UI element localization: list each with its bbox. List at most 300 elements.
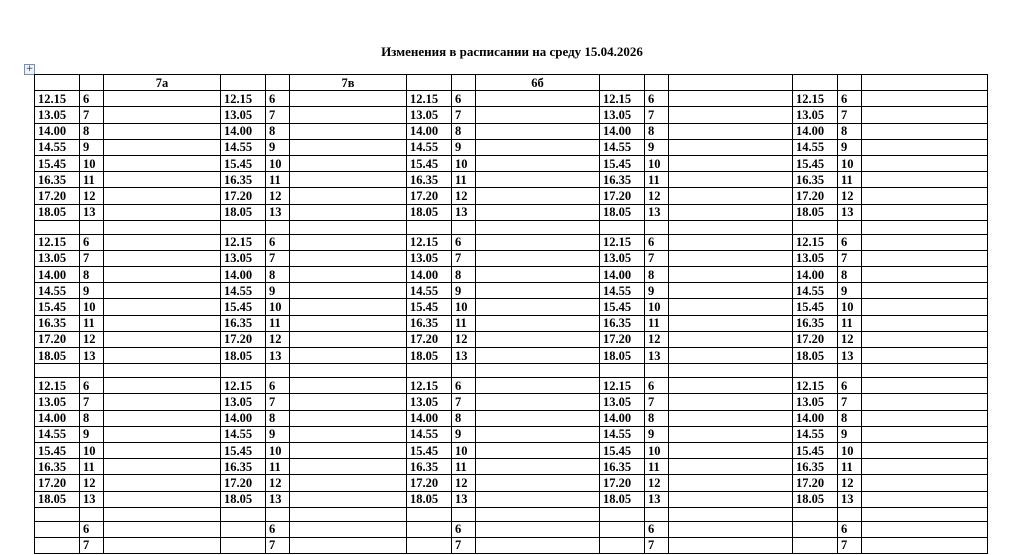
lesson-number-cell[interactable]: 8 <box>80 267 104 283</box>
lesson-number-cell[interactable]: 10 <box>838 442 862 458</box>
subject-cell[interactable] <box>476 521 600 537</box>
subject-cell[interactable] <box>669 91 793 107</box>
lesson-number-cell[interactable]: 8 <box>80 123 104 139</box>
lesson-number-cell[interactable]: 10 <box>452 442 476 458</box>
empty-cell[interactable] <box>862 364 988 378</box>
subject-cell[interactable] <box>862 410 988 426</box>
empty-cell[interactable] <box>645 220 669 234</box>
time-cell[interactable]: 14.55 <box>407 426 452 442</box>
empty-cell[interactable] <box>104 220 221 234</box>
lesson-number-cell[interactable]: 8 <box>838 267 862 283</box>
time-cell[interactable]: 17.20 <box>35 475 80 491</box>
empty-cell[interactable] <box>266 220 290 234</box>
lesson-number-cell[interactable]: 7 <box>452 250 476 266</box>
lesson-number-cell[interactable]: 7 <box>266 394 290 410</box>
lesson-number-cell[interactable]: 7 <box>645 537 669 553</box>
empty-cell[interactable] <box>669 507 793 521</box>
lesson-number-cell[interactable]: 13 <box>266 348 290 364</box>
lesson-number-cell[interactable]: 10 <box>452 299 476 315</box>
lesson-number-cell[interactable]: 11 <box>838 172 862 188</box>
subject-cell[interactable] <box>290 123 407 139</box>
subject-cell[interactable] <box>862 283 988 299</box>
time-cell[interactable]: 17.20 <box>221 331 266 347</box>
lesson-number-cell[interactable]: 8 <box>452 410 476 426</box>
subject-cell[interactable] <box>104 491 221 507</box>
time-cell[interactable]: 18.05 <box>600 491 645 507</box>
empty-cell[interactable] <box>793 507 838 521</box>
time-cell[interactable]: 14.55 <box>600 139 645 155</box>
time-cell[interactable]: 15.45 <box>35 155 80 171</box>
empty-cell[interactable] <box>476 220 600 234</box>
time-cell[interactable]: 14.00 <box>793 267 838 283</box>
subject-cell[interactable] <box>290 91 407 107</box>
lesson-number-cell[interactable]: 6 <box>80 521 104 537</box>
time-cell[interactable]: 13.05 <box>407 250 452 266</box>
subject-cell[interactable] <box>862 267 988 283</box>
lesson-number-cell[interactable]: 7 <box>838 537 862 553</box>
subject-cell[interactable] <box>669 188 793 204</box>
lesson-number-cell[interactable]: 6 <box>838 234 862 250</box>
time-cell[interactable]: 17.20 <box>35 331 80 347</box>
subject-cell[interactable] <box>476 348 600 364</box>
empty-cell[interactable] <box>452 220 476 234</box>
lesson-number-cell[interactable]: 6 <box>838 521 862 537</box>
time-cell[interactable]: 12.15 <box>407 234 452 250</box>
lesson-number-cell[interactable]: 11 <box>80 315 104 331</box>
subject-cell[interactable] <box>104 155 221 171</box>
table-move-handle-icon[interactable]: + <box>25 64 34 74</box>
lesson-number-cell[interactable]: 11 <box>645 172 669 188</box>
time-cell[interactable]: 16.35 <box>221 459 266 475</box>
subject-cell[interactable] <box>476 188 600 204</box>
time-cell[interactable]: 18.05 <box>793 491 838 507</box>
lesson-number-cell[interactable]: 7 <box>80 394 104 410</box>
lesson-number-cell[interactable]: 8 <box>452 267 476 283</box>
subject-cell[interactable] <box>476 283 600 299</box>
time-cell[interactable]: 13.05 <box>221 394 266 410</box>
lesson-number-cell[interactable]: 13 <box>266 204 290 220</box>
lesson-number-cell[interactable]: 6 <box>645 234 669 250</box>
lesson-number-cell[interactable]: 8 <box>266 123 290 139</box>
time-cell[interactable]: 13.05 <box>35 394 80 410</box>
lesson-number-cell[interactable]: 9 <box>80 426 104 442</box>
time-cell[interactable]: 14.00 <box>221 410 266 426</box>
empty-cell[interactable] <box>476 507 600 521</box>
time-cell[interactable]: 16.35 <box>600 459 645 475</box>
time-cell[interactable]: 12.15 <box>407 91 452 107</box>
time-cell[interactable]: 16.35 <box>793 459 838 475</box>
time-cell[interactable]: 15.45 <box>793 442 838 458</box>
lesson-number-cell[interactable]: 11 <box>266 172 290 188</box>
subject-cell[interactable] <box>862 426 988 442</box>
time-cell[interactable]: 12.15 <box>793 234 838 250</box>
empty-cell[interactable] <box>80 364 104 378</box>
time-cell[interactable]: 14.55 <box>35 139 80 155</box>
empty-cell[interactable] <box>35 220 80 234</box>
subject-cell[interactable] <box>104 250 221 266</box>
subject-cell[interactable] <box>669 348 793 364</box>
time-cell[interactable]: 12.15 <box>793 378 838 394</box>
subject-cell[interactable] <box>104 475 221 491</box>
subject-cell[interactable] <box>104 378 221 394</box>
time-cell[interactable]: 15.45 <box>221 442 266 458</box>
time-cell[interactable]: 17.20 <box>407 331 452 347</box>
subject-cell[interactable] <box>104 91 221 107</box>
subject-cell[interactable] <box>862 491 988 507</box>
time-cell[interactable]: 18.05 <box>35 348 80 364</box>
lesson-number-cell[interactable]: 9 <box>80 283 104 299</box>
lesson-number-cell[interactable]: 8 <box>838 410 862 426</box>
lesson-number-cell[interactable]: 9 <box>452 283 476 299</box>
empty-cell[interactable] <box>80 220 104 234</box>
lesson-number-cell[interactable]: 13 <box>645 491 669 507</box>
lesson-number-cell[interactable]: 13 <box>80 491 104 507</box>
lesson-number-cell[interactable]: 10 <box>80 299 104 315</box>
lesson-number-cell[interactable]: 12 <box>645 188 669 204</box>
subject-cell[interactable] <box>862 442 988 458</box>
lesson-number-cell[interactable]: 6 <box>266 91 290 107</box>
time-cell[interactable]: 15.45 <box>600 442 645 458</box>
time-cell[interactable]: 17.20 <box>793 475 838 491</box>
lesson-number-cell[interactable]: 8 <box>452 123 476 139</box>
empty-cell[interactable] <box>862 507 988 521</box>
subject-cell[interactable] <box>290 348 407 364</box>
time-cell[interactable] <box>407 537 452 553</box>
lesson-number-cell[interactable]: 13 <box>80 348 104 364</box>
time-cell[interactable]: 13.05 <box>793 107 838 123</box>
lesson-number-cell[interactable]: 10 <box>80 155 104 171</box>
time-cell[interactable]: 14.00 <box>407 410 452 426</box>
subject-cell[interactable] <box>476 426 600 442</box>
time-cell[interactable]: 18.05 <box>600 348 645 364</box>
lesson-number-cell[interactable]: 6 <box>80 234 104 250</box>
lesson-number-cell[interactable]: 7 <box>266 250 290 266</box>
time-cell[interactable]: 13.05 <box>793 250 838 266</box>
empty-cell[interactable] <box>838 220 862 234</box>
subject-cell[interactable] <box>862 107 988 123</box>
time-cell[interactable]: 12.15 <box>35 91 80 107</box>
time-cell[interactable]: 13.05 <box>407 107 452 123</box>
subject-cell[interactable] <box>290 378 407 394</box>
empty-cell[interactable] <box>793 220 838 234</box>
lesson-number-cell[interactable]: 9 <box>838 426 862 442</box>
empty-cell[interactable] <box>35 364 80 378</box>
subject-cell[interactable] <box>669 155 793 171</box>
lesson-number-cell[interactable]: 6 <box>645 91 669 107</box>
time-cell[interactable]: 14.55 <box>221 283 266 299</box>
empty-cell[interactable] <box>104 364 221 378</box>
lesson-number-cell[interactable]: 10 <box>452 155 476 171</box>
lesson-number-cell[interactable]: 10 <box>645 299 669 315</box>
lesson-number-cell[interactable]: 7 <box>266 537 290 553</box>
time-cell[interactable]: 18.05 <box>407 348 452 364</box>
time-cell[interactable]: 12.15 <box>35 234 80 250</box>
time-cell[interactable]: 16.35 <box>221 172 266 188</box>
subject-cell[interactable] <box>862 331 988 347</box>
empty-cell[interactable] <box>290 507 407 521</box>
subject-cell[interactable] <box>476 91 600 107</box>
subject-cell[interactable] <box>104 188 221 204</box>
lesson-number-cell[interactable]: 12 <box>838 331 862 347</box>
subject-cell[interactable] <box>862 204 988 220</box>
subject-cell[interactable] <box>669 267 793 283</box>
empty-cell[interactable] <box>452 507 476 521</box>
lesson-number-cell[interactable]: 8 <box>645 123 669 139</box>
time-cell[interactable]: 18.05 <box>35 491 80 507</box>
lesson-number-cell[interactable]: 7 <box>838 250 862 266</box>
lesson-number-cell[interactable]: 11 <box>838 315 862 331</box>
time-cell[interactable]: 15.45 <box>221 299 266 315</box>
time-cell[interactable]: 18.05 <box>407 204 452 220</box>
empty-cell[interactable] <box>669 364 793 378</box>
subject-cell[interactable] <box>862 378 988 394</box>
time-cell[interactable]: 12.15 <box>221 91 266 107</box>
subject-cell[interactable] <box>476 331 600 347</box>
time-cell[interactable]: 13.05 <box>221 107 266 123</box>
subject-cell[interactable] <box>669 331 793 347</box>
time-cell[interactable]: 17.20 <box>793 188 838 204</box>
subject-cell[interactable] <box>669 491 793 507</box>
subject-cell[interactable] <box>290 521 407 537</box>
lesson-number-cell[interactable]: 12 <box>452 331 476 347</box>
lesson-number-cell[interactable]: 11 <box>838 459 862 475</box>
subject-cell[interactable] <box>104 107 221 123</box>
lesson-number-cell[interactable]: 12 <box>266 475 290 491</box>
empty-cell[interactable] <box>290 220 407 234</box>
time-cell[interactable]: 14.00 <box>35 267 80 283</box>
time-cell[interactable]: 17.20 <box>407 475 452 491</box>
subject-cell[interactable] <box>104 172 221 188</box>
lesson-number-cell[interactable]: 13 <box>80 204 104 220</box>
time-cell[interactable]: 16.35 <box>221 315 266 331</box>
lesson-number-cell[interactable]: 8 <box>80 410 104 426</box>
subject-cell[interactable] <box>669 172 793 188</box>
subject-cell[interactable] <box>104 442 221 458</box>
empty-cell[interactable] <box>452 364 476 378</box>
empty-cell[interactable] <box>80 507 104 521</box>
time-cell[interactable] <box>793 537 838 553</box>
lesson-number-cell[interactable]: 12 <box>452 475 476 491</box>
subject-cell[interactable] <box>104 315 221 331</box>
subject-cell[interactable] <box>290 475 407 491</box>
subject-cell[interactable] <box>290 139 407 155</box>
lesson-number-cell[interactable]: 12 <box>838 188 862 204</box>
subject-cell[interactable] <box>862 250 988 266</box>
lesson-number-cell[interactable]: 6 <box>645 521 669 537</box>
lesson-number-cell[interactable]: 7 <box>645 394 669 410</box>
time-cell[interactable]: 17.20 <box>407 188 452 204</box>
subject-cell[interactable] <box>669 234 793 250</box>
time-cell[interactable]: 16.35 <box>407 315 452 331</box>
lesson-number-cell[interactable]: 7 <box>80 107 104 123</box>
lesson-number-cell[interactable]: 8 <box>645 410 669 426</box>
time-cell[interactable]: 17.20 <box>793 331 838 347</box>
subject-cell[interactable] <box>104 348 221 364</box>
lesson-number-cell[interactable]: 13 <box>645 204 669 220</box>
lesson-number-cell[interactable]: 12 <box>266 188 290 204</box>
subject-cell[interactable] <box>862 315 988 331</box>
subject-cell[interactable] <box>290 267 407 283</box>
subject-cell[interactable] <box>862 123 988 139</box>
subject-cell[interactable] <box>476 139 600 155</box>
lesson-number-cell[interactable]: 7 <box>645 250 669 266</box>
lesson-number-cell[interactable]: 10 <box>645 442 669 458</box>
subject-cell[interactable] <box>669 250 793 266</box>
time-cell[interactable]: 15.45 <box>407 442 452 458</box>
empty-cell[interactable] <box>793 364 838 378</box>
time-cell[interactable]: 17.20 <box>221 188 266 204</box>
time-cell[interactable]: 18.05 <box>793 348 838 364</box>
time-cell[interactable]: 14.00 <box>221 123 266 139</box>
lesson-number-cell[interactable]: 6 <box>80 378 104 394</box>
subject-cell[interactable] <box>669 442 793 458</box>
empty-cell[interactable] <box>266 364 290 378</box>
time-cell[interactable]: 12.15 <box>221 234 266 250</box>
empty-cell[interactable] <box>476 364 600 378</box>
lesson-number-cell[interactable]: 10 <box>645 155 669 171</box>
lesson-number-cell[interactable]: 12 <box>452 188 476 204</box>
lesson-number-cell[interactable]: 12 <box>838 475 862 491</box>
lesson-number-cell[interactable]: 9 <box>645 139 669 155</box>
time-cell[interactable]: 16.35 <box>35 459 80 475</box>
time-cell[interactable]: 15.45 <box>35 299 80 315</box>
subject-cell[interactable] <box>669 378 793 394</box>
lesson-number-cell[interactable]: 13 <box>452 491 476 507</box>
lesson-number-cell[interactable]: 12 <box>80 188 104 204</box>
subject-cell[interactable] <box>669 204 793 220</box>
time-cell[interactable]: 14.55 <box>793 426 838 442</box>
subject-cell[interactable] <box>104 537 221 553</box>
time-cell[interactable]: 14.00 <box>793 410 838 426</box>
time-cell[interactable]: 15.45 <box>793 155 838 171</box>
lesson-number-cell[interactable]: 10 <box>266 442 290 458</box>
lesson-number-cell[interactable]: 9 <box>266 139 290 155</box>
subject-cell[interactable] <box>290 442 407 458</box>
lesson-number-cell[interactable]: 6 <box>452 91 476 107</box>
lesson-number-cell[interactable]: 13 <box>266 491 290 507</box>
lesson-number-cell[interactable]: 7 <box>452 394 476 410</box>
time-cell[interactable]: 15.45 <box>407 155 452 171</box>
subject-cell[interactable] <box>862 299 988 315</box>
lesson-number-cell[interactable]: 6 <box>80 91 104 107</box>
time-cell[interactable]: 13.05 <box>35 107 80 123</box>
time-cell[interactable]: 14.55 <box>793 283 838 299</box>
subject-cell[interactable] <box>669 283 793 299</box>
time-cell[interactable]: 15.45 <box>600 299 645 315</box>
time-cell[interactable]: 14.55 <box>600 283 645 299</box>
subject-cell[interactable] <box>862 394 988 410</box>
lesson-number-cell[interactable]: 7 <box>452 537 476 553</box>
subject-cell[interactable] <box>290 283 407 299</box>
lesson-number-cell[interactable]: 6 <box>266 378 290 394</box>
time-cell[interactable]: 14.00 <box>600 410 645 426</box>
time-cell[interactable]: 16.35 <box>407 459 452 475</box>
subject-cell[interactable] <box>476 107 600 123</box>
subject-cell[interactable] <box>290 315 407 331</box>
time-cell[interactable] <box>35 521 80 537</box>
empty-cell[interactable] <box>838 364 862 378</box>
lesson-number-cell[interactable]: 9 <box>838 283 862 299</box>
empty-cell[interactable] <box>290 364 407 378</box>
subject-cell[interactable] <box>290 204 407 220</box>
subject-cell[interactable] <box>290 155 407 171</box>
lesson-number-cell[interactable]: 13 <box>838 348 862 364</box>
lesson-number-cell[interactable]: 11 <box>452 459 476 475</box>
time-cell[interactable]: 14.00 <box>600 267 645 283</box>
lesson-number-cell[interactable]: 9 <box>452 139 476 155</box>
lesson-number-cell[interactable]: 10 <box>266 155 290 171</box>
time-cell[interactable] <box>407 521 452 537</box>
subject-cell[interactable] <box>476 267 600 283</box>
lesson-number-cell[interactable]: 9 <box>838 139 862 155</box>
empty-cell[interactable] <box>645 364 669 378</box>
time-cell[interactable]: 14.00 <box>793 123 838 139</box>
lesson-number-cell[interactable]: 7 <box>80 537 104 553</box>
subject-cell[interactable] <box>104 459 221 475</box>
lesson-number-cell[interactable]: 10 <box>838 155 862 171</box>
time-cell[interactable]: 12.15 <box>600 378 645 394</box>
empty-cell[interactable] <box>407 220 452 234</box>
lesson-number-cell[interactable]: 9 <box>266 283 290 299</box>
time-cell[interactable]: 12.15 <box>600 91 645 107</box>
time-cell[interactable]: 14.55 <box>600 426 645 442</box>
time-cell[interactable]: 14.55 <box>407 283 452 299</box>
time-cell[interactable]: 12.15 <box>221 378 266 394</box>
lesson-number-cell[interactable]: 7 <box>838 394 862 410</box>
subject-cell[interactable] <box>476 378 600 394</box>
time-cell[interactable] <box>600 537 645 553</box>
time-cell[interactable]: 17.20 <box>600 475 645 491</box>
lesson-number-cell[interactable]: 8 <box>838 123 862 139</box>
lesson-number-cell[interactable]: 7 <box>645 107 669 123</box>
lesson-number-cell[interactable]: 11 <box>266 459 290 475</box>
time-cell[interactable] <box>221 537 266 553</box>
lesson-number-cell[interactable]: 6 <box>266 521 290 537</box>
empty-cell[interactable] <box>104 507 221 521</box>
lesson-number-cell[interactable]: 8 <box>645 267 669 283</box>
time-cell[interactable]: 14.55 <box>221 426 266 442</box>
time-cell[interactable]: 17.20 <box>600 331 645 347</box>
time-cell[interactable]: 13.05 <box>600 107 645 123</box>
lesson-number-cell[interactable]: 10 <box>838 299 862 315</box>
subject-cell[interactable] <box>476 315 600 331</box>
lesson-number-cell[interactable]: 7 <box>266 107 290 123</box>
subject-cell[interactable] <box>290 394 407 410</box>
subject-cell[interactable] <box>476 475 600 491</box>
time-cell[interactable]: 16.35 <box>600 315 645 331</box>
time-cell[interactable]: 18.05 <box>600 204 645 220</box>
empty-cell[interactable] <box>862 220 988 234</box>
subject-cell[interactable] <box>862 172 988 188</box>
time-cell[interactable]: 13.05 <box>600 394 645 410</box>
subject-cell[interactable] <box>104 267 221 283</box>
time-cell[interactable]: 14.00 <box>407 123 452 139</box>
time-cell[interactable]: 14.00 <box>600 123 645 139</box>
subject-cell[interactable] <box>290 537 407 553</box>
subject-cell[interactable] <box>476 491 600 507</box>
time-cell[interactable]: 14.00 <box>221 267 266 283</box>
subject-cell[interactable] <box>290 250 407 266</box>
lesson-number-cell[interactable]: 6 <box>452 234 476 250</box>
subject-cell[interactable] <box>862 348 988 364</box>
subject-cell[interactable] <box>476 299 600 315</box>
subject-cell[interactable] <box>104 234 221 250</box>
time-cell[interactable]: 16.35 <box>407 172 452 188</box>
lesson-number-cell[interactable]: 9 <box>452 426 476 442</box>
subject-cell[interactable] <box>669 107 793 123</box>
time-cell[interactable]: 16.35 <box>793 172 838 188</box>
subject-cell[interactable] <box>290 426 407 442</box>
